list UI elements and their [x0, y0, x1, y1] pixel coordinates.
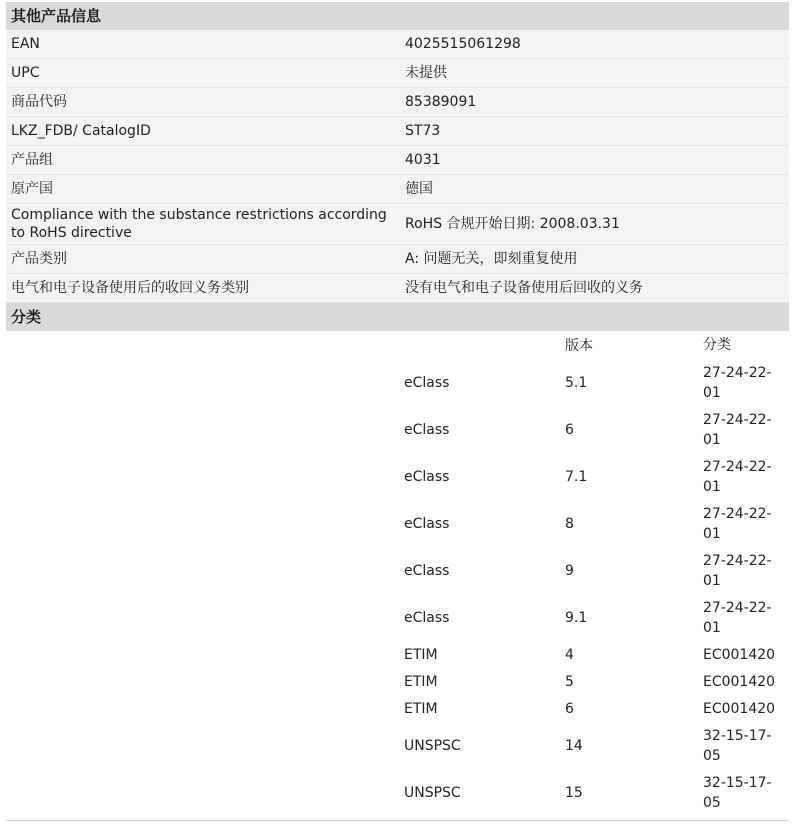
table-row — [6, 453, 789, 500]
classification-header-row — [6, 331, 789, 359]
other-info-table — [6, 30, 789, 303]
version-cell: 6 — [565, 700, 574, 717]
info-row-ean — [6, 30, 789, 59]
code-cell: EC001420 — [703, 673, 776, 690]
version-cell: 4 — [565, 646, 574, 663]
version-cell: 7.1 — [565, 468, 588, 485]
version-column-header: 版本 — [565, 338, 593, 354]
version-cell: 5 — [565, 673, 574, 690]
table-row — [6, 500, 789, 547]
code-cell: EC001420 — [703, 700, 776, 717]
info-label: EAN — [11, 36, 40, 52]
info-label: 商品代码 — [11, 94, 67, 110]
system-cell: UNSPSC — [404, 737, 461, 754]
code-cell: 27-24-22-01 — [703, 552, 772, 589]
info-row-rohs — [6, 204, 789, 245]
info-label: 原产国 — [11, 181, 53, 197]
classification-table — [6, 331, 789, 816]
system-cell: eClass — [404, 515, 450, 532]
table-row — [6, 406, 789, 453]
info-row-weee — [6, 274, 789, 303]
table-row — [6, 359, 789, 406]
code-cell: 27-24-22-01 — [703, 411, 772, 448]
bottom-divider — [6, 820, 789, 821]
version-cell: 5.1 — [565, 374, 588, 391]
table-row — [6, 769, 789, 816]
info-label: 产品类别 — [11, 251, 67, 267]
system-cell: ETIM — [404, 646, 438, 663]
info-label: 产品组 — [11, 152, 53, 168]
version-cell: 15 — [565, 784, 583, 801]
class-column-header: 分类 — [703, 337, 731, 353]
info-value: ST73 — [405, 123, 441, 139]
code-cell: 27-24-22-01 — [703, 599, 772, 636]
table-row — [6, 722, 789, 769]
version-cell: 14 — [565, 737, 583, 754]
table-row — [6, 668, 789, 695]
code-cell: 27-24-22-01 — [703, 364, 772, 401]
info-row-country-of-origin — [6, 175, 789, 204]
info-value: 德国 — [405, 181, 433, 197]
info-row-product-group — [6, 146, 789, 175]
other-info-header: 其他产品信息 — [6, 2, 789, 30]
info-label: Compliance with the substance restrictions according to RoHS directive — [11, 207, 387, 241]
system-cell: eClass — [404, 609, 450, 626]
info-value: 没有电气和电子设备使用后回收的义务 — [405, 280, 643, 296]
classification-header: 分类 — [6, 303, 789, 331]
code-cell: 32-15-17-05 — [703, 727, 772, 764]
system-cell: eClass — [404, 468, 450, 485]
table-row — [6, 641, 789, 668]
version-cell: 9.1 — [565, 609, 588, 626]
system-cell: eClass — [404, 562, 450, 579]
info-value: 85389091 — [405, 94, 477, 110]
info-label: LKZ_FDB/ CatalogID — [11, 123, 151, 139]
info-value: 未提供 — [405, 65, 447, 81]
info-row-upc — [6, 59, 789, 88]
info-value: 4031 — [405, 152, 441, 168]
system-cell: eClass — [404, 421, 450, 438]
code-cell: 27-24-22-01 — [703, 505, 772, 542]
info-row-commodity-code — [6, 88, 789, 117]
system-cell: eClass — [404, 374, 450, 391]
product-info-page — [6, 2, 789, 821]
code-cell: EC001420 — [703, 646, 776, 663]
info-value: RoHS 合规开始日期: 2008.03.31 — [405, 216, 620, 232]
code-cell: 32-15-17-05 — [703, 774, 772, 811]
system-cell: ETIM — [404, 673, 438, 690]
info-row-catalog-id — [6, 117, 789, 146]
version-cell: 9 — [565, 562, 574, 579]
code-cell: 27-24-22-01 — [703, 458, 772, 495]
info-row-product-category — [6, 245, 789, 274]
info-label: 电气和电子设备使用后的收回义务类别 — [11, 280, 249, 296]
version-cell: 8 — [565, 515, 574, 532]
table-row — [6, 547, 789, 594]
system-cell: UNSPSC — [404, 784, 461, 801]
version-cell: 6 — [565, 421, 574, 438]
table-row — [6, 695, 789, 722]
system-cell: ETIM — [404, 700, 438, 717]
info-value: A: 问题无关，即刻重复使用 — [405, 251, 578, 267]
info-value: 4025515061298 — [405, 36, 521, 52]
table-row — [6, 594, 789, 641]
info-label: UPC — [11, 65, 40, 81]
